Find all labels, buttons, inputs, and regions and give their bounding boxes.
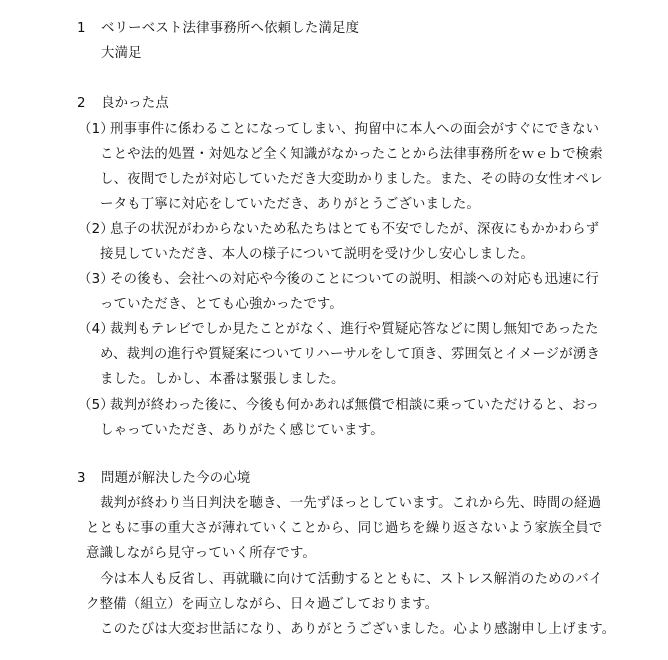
- section-3-paragraph-1-line-1: 裁判が終わり当日判決を聴き、一先ずほっとしています。これから先、時間の経過: [100, 496, 602, 511]
- section-3-paragraph-2-line-1: 今は本人も反省し、再就職に向けて活動するとともに、ストレス解消のためのバイ: [100, 572, 603, 587]
- item-5-label: （5）: [78, 398, 114, 413]
- section-2-number: 2: [77, 96, 86, 111]
- item-4-line-3: ました。しかし、本番は緊張しました。: [100, 372, 345, 387]
- item-3-label: （3）: [78, 272, 114, 287]
- item-4-line-2: め、裁判の進行や質疑案についてリハーサルをして頂き、雰囲気とイメージが湧き: [100, 347, 601, 362]
- item-2-label: （2）: [78, 222, 114, 237]
- section-1-answer: 大満足: [101, 46, 142, 61]
- item-5-line-1: 裁判が終わった後に、今後も何かあれば無償で相談に乗っていただけると、おっ: [110, 398, 600, 413]
- item-1-line-3: し、夜間でしたが対応していただき大変助かりました。また、その時の女性オペレ: [100, 172, 603, 187]
- section-3-paragraph-1-line-2: とともに事の重大さが薄れていくことから、同じ過ちを繰り返さないよう家族全員で: [86, 521, 603, 536]
- section-3-paragraph-1-line-3: 意識しながら見守っていく所存です。: [86, 546, 316, 561]
- item-1-line-1: 刑事事件に係わることになってしまい、拘留中に本人への面会がすぐにできない: [110, 122, 600, 137]
- section-1-title: ベリーベスト法律事務所へ依頼した満足度: [101, 21, 360, 36]
- item-1-line-4: ータも丁寧に対応をしていただき、ありがとうございました。: [100, 197, 480, 212]
- item-4-label: （4）: [78, 322, 114, 337]
- section-2-title: 良かった点: [101, 96, 169, 111]
- section-1-number: 1: [77, 21, 86, 36]
- item-5-line-2: しゃっていただき、ありがたく感じています。: [100, 423, 384, 438]
- item-3-line-2: っていただき、とても心強かったです。: [100, 297, 344, 312]
- item-1-line-2: ことや法的処置・対処など全く知識がなかったことから法律事務所をｗｅｂで検索: [100, 147, 603, 162]
- item-2-line-2: 接見していただき、本人の様子について説明を受け少し安心しました。: [100, 247, 535, 262]
- section-3-paragraph-2-line-2: ク整備（組立）を両立しながら、日々過ごしております。: [86, 597, 439, 612]
- section-3-title: 問題が解決した今の心境: [101, 471, 251, 486]
- item-1-label: （1）: [78, 122, 114, 137]
- item-2-line-1: 息子の状況がわからないため私たちはとても不安でしたが、深夜にもかかわらず: [110, 222, 600, 237]
- item-3-line-1: その後も、会社への対応や今後のことについての説明、相談への対応も迅速に行: [110, 272, 599, 287]
- section-3-number: 3: [77, 471, 86, 486]
- section-3-paragraph-3-line-1: このたびは大変お世話になり、ありがとうございました。心より感謝申し上げます。: [100, 622, 616, 637]
- item-4-line-1: 裁判もテレビでしか見たことがなく、進行や質疑応答などに関し無知であったた: [110, 322, 599, 337]
